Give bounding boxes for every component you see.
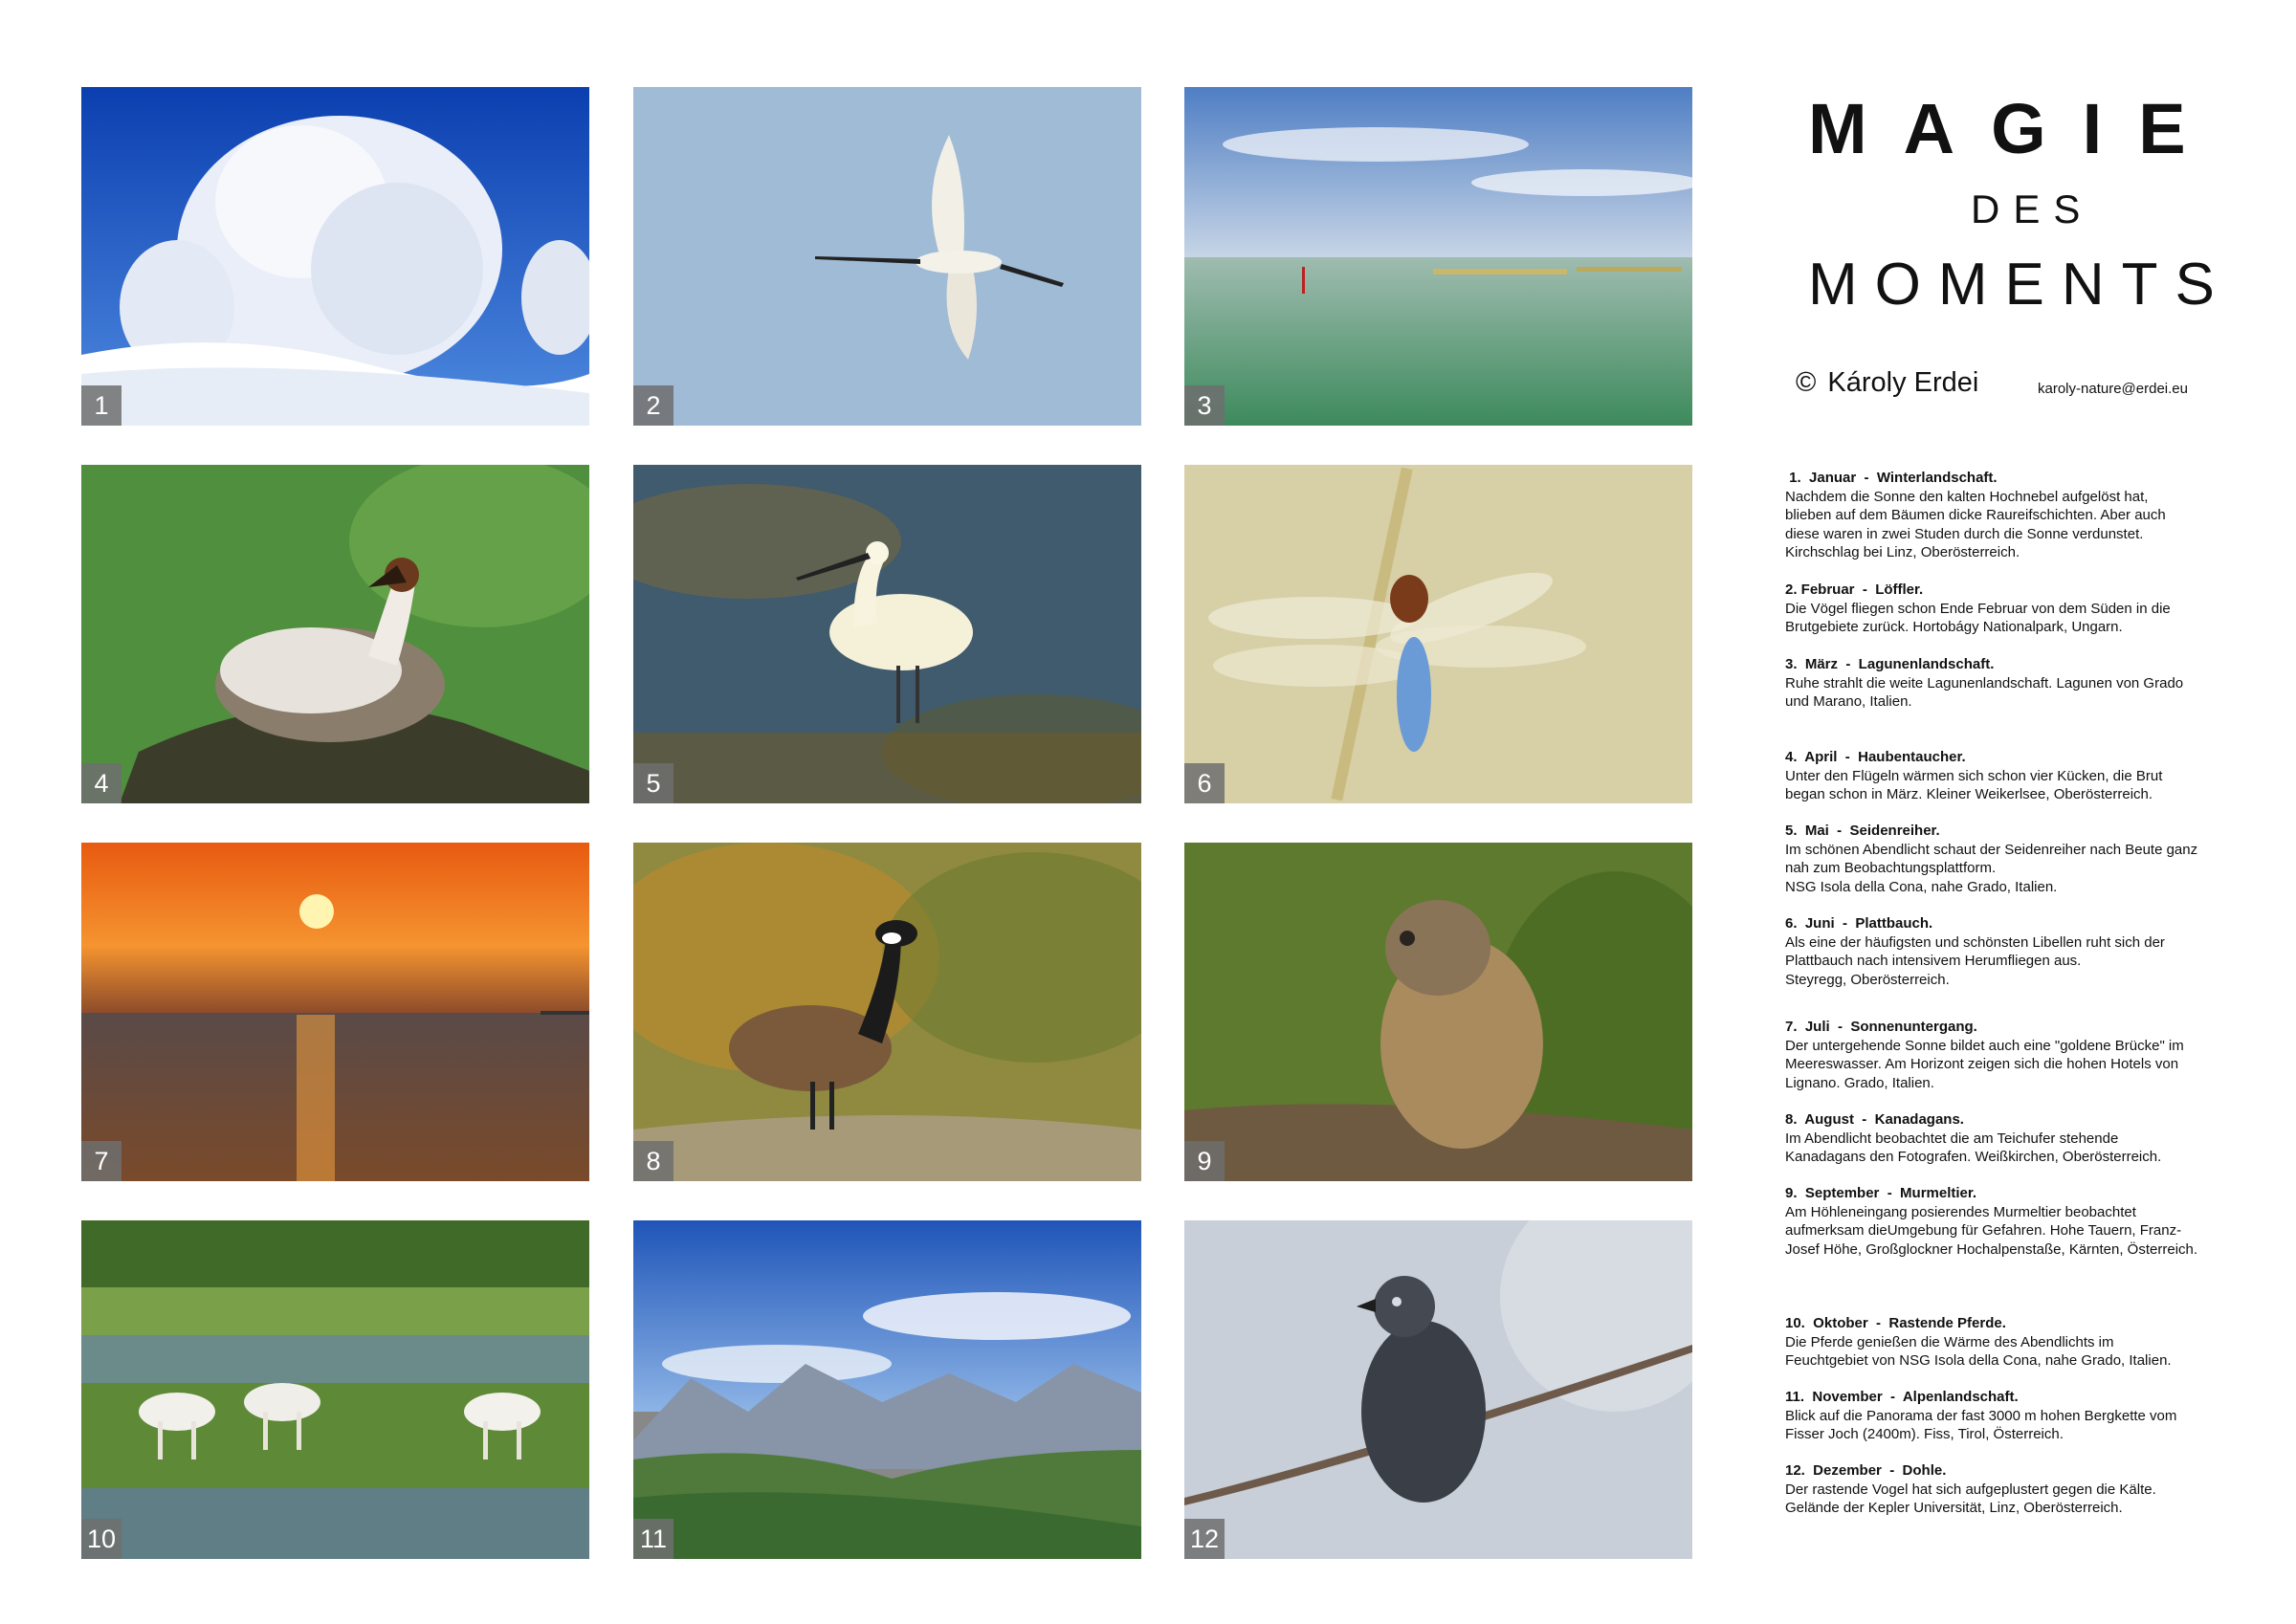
- caption-text: Unter den Flügeln wärmen sich schon vier Kücken, die Brut began schon in März. Kleiner Weikerlsee, Oberösterreich.: [1785, 767, 2163, 802]
- author-email[interactable]: karoly-nature@erdei.eu: [2038, 381, 2188, 397]
- dragonfly-image: [1184, 465, 1692, 803]
- photo-number: 10: [81, 1519, 121, 1559]
- caption-february: [1785, 581, 2235, 637]
- photo-october-resting-horses[interactable]: [81, 1220, 589, 1559]
- author-name: Károly Erdei: [1827, 367, 1979, 398]
- title-des: DES: [1971, 187, 2094, 231]
- photo-grid: [81, 87, 1692, 1559]
- caption-heading: 10. Oktober - Rastende Pferde.: [1785, 1315, 2006, 1331]
- photo-january-winter-landscape[interactable]: [81, 87, 589, 426]
- caption-text: Ruhe strahlt die weite Lagunenlandschaft. Lagunen von Grado und Marano, Italien.: [1785, 674, 2184, 710]
- caption-text: Die Pferde genießen die Wärme des Abendlichts im Feuchtgebiet von NSG Isola della Cona, nahe Grado, Italien.: [1785, 1333, 2172, 1369]
- caption-text: Nachdem die Sonne den kalten Hochnebel aufgelöst hat, blieben auf dem Bäumen dicke Raureifschichten. Aber auch diese waren in zwei Studen durch die Sonne verdunstet. Kirchschlag bei Linz, Oberösterreich.: [1785, 488, 2166, 560]
- caption-heading: 2. Februar - Löffler.: [1785, 582, 1924, 598]
- title-magie: MAGIE: [1808, 89, 2222, 168]
- caption-july: [1785, 1018, 2235, 1092]
- photo-number: 9: [1184, 1141, 1225, 1181]
- photo-number: 2: [633, 385, 673, 426]
- little-egret-image: [633, 465, 1141, 803]
- caption-january: [1785, 469, 2235, 562]
- caption-text: Der rastende Vogel hat sich aufgeplustert gegen die Kälte. Gelände der Kepler Universität, Linz, Oberösterreich.: [1785, 1481, 2156, 1516]
- photo-september-marmot[interactable]: [1184, 843, 1692, 1181]
- author-credit: [1796, 367, 1978, 399]
- photo-number: 12: [1184, 1519, 1225, 1559]
- copyright-symbol: ©: [1796, 367, 1817, 398]
- photo-number: 1: [81, 385, 121, 426]
- caption-text: Als eine der häufigsten und schönsten Libellen ruht sich der Plattbauch nach intensivem Herumfliegen aus. Steyregg, Oberösterreich.: [1785, 933, 2165, 988]
- caption-heading: 6. Juni - Plattbauch.: [1785, 915, 1933, 932]
- caption-august: [1785, 1110, 2235, 1167]
- caption-october: [1785, 1314, 2235, 1371]
- caption-heading: 12. Dezember - Dohle.: [1785, 1462, 1947, 1479]
- caption-heading: 8. August - Kanadagans.: [1785, 1111, 1964, 1128]
- photo-february-spoonbill[interactable]: [633, 87, 1141, 426]
- photo-december-jackdaw[interactable]: [1184, 1220, 1692, 1559]
- grebe-image: [81, 465, 589, 803]
- horses-image: [81, 1220, 589, 1559]
- caption-heading: 3. März - Lagunenlandschaft.: [1785, 656, 1995, 672]
- spoonbill-image: [633, 87, 1141, 426]
- caption-text: Im Abendlicht beobachtet die am Teichufer stehende Kanadagans den Fotografen. Weißkirchen, Oberösterreich.: [1785, 1130, 2162, 1165]
- caption-march: [1785, 655, 2235, 712]
- alpine-landscape-image: [633, 1220, 1141, 1559]
- photo-november-alpine-landscape[interactable]: [633, 1220, 1141, 1559]
- caption-heading: 1. Januar - Winterlandschaft.: [1785, 470, 1998, 486]
- caption-november: [1785, 1388, 2235, 1444]
- photo-march-lagoon-landscape[interactable]: [1184, 87, 1692, 426]
- caption-heading: 7. Juli - Sonnenuntergang.: [1785, 1019, 1977, 1035]
- photo-may-little-egret[interactable]: [633, 465, 1141, 803]
- winter-landscape-image: [81, 87, 589, 426]
- photo-june-broad-bodied-chaser[interactable]: [1184, 465, 1692, 803]
- photo-august-canada-goose[interactable]: [633, 843, 1141, 1181]
- photo-number: 5: [633, 763, 673, 803]
- caption-text: Blick auf die Panorama der fast 3000 m hohen Bergkette vom Fisser Joch (2400m). Fiss, Tirol, Österreich.: [1785, 1407, 2177, 1442]
- caption-text: Im schönen Abendlicht schaut der Seidenreiher nach Beute ganz nah zum Beobachtungsplattform. NSG Isola della Cona, nahe Grado, Italien.: [1785, 841, 2198, 895]
- photo-number: 3: [1184, 385, 1225, 426]
- caption-heading: 11. November - Alpenlandschaft.: [1785, 1389, 2019, 1405]
- photo-number: 11: [633, 1519, 673, 1559]
- sunset-image: [81, 843, 589, 1181]
- caption-text: Der untergehende Sonne bildet auch eine "goldene Brücke" im Meereswasser. Am Horizont zeigen sich die hohen Hotels von Lignano. Grado, Italien.: [1785, 1037, 2184, 1091]
- caption-april: [1785, 748, 2235, 804]
- jackdaw-image: [1184, 1220, 1692, 1559]
- caption-text: Die Vögel fliegen schon Ende Februar von dem Süden in die Brutgebiete zurück. Hortobágy Nationalpark, Ungarn.: [1785, 600, 2171, 635]
- caption-may: [1785, 822, 2235, 896]
- caption-heading: 4. April - Haubentaucher.: [1785, 749, 1966, 765]
- lagoon-image: [1184, 87, 1692, 426]
- caption-december: [1785, 1461, 2235, 1518]
- photo-july-sunset[interactable]: [81, 843, 589, 1181]
- title-moments: MOMENTS: [1808, 252, 2232, 318]
- caption-june: [1785, 914, 2235, 989]
- photo-number: 6: [1184, 763, 1225, 803]
- canada-goose-image: [633, 843, 1141, 1181]
- caption-september: [1785, 1184, 2235, 1259]
- caption-heading: 5. Mai - Seidenreiher.: [1785, 823, 1940, 839]
- photo-number: 8: [633, 1141, 673, 1181]
- caption-text: Am Höhleneingang posierendes Murmeltier beobachtet aufmerksam dieUmgebung für Gefahren. Hohe Tauern, Franz- Josef Höhe, Großglockner Hochalpenstaße, Kärnten, Österreich.: [1785, 1203, 2198, 1258]
- photo-april-grebe[interactable]: [81, 465, 589, 803]
- caption-heading: 9. September - Murmeltier.: [1785, 1185, 1977, 1201]
- marmot-image: [1184, 843, 1692, 1181]
- photo-number: 4: [81, 763, 121, 803]
- photo-number: 7: [81, 1141, 121, 1181]
